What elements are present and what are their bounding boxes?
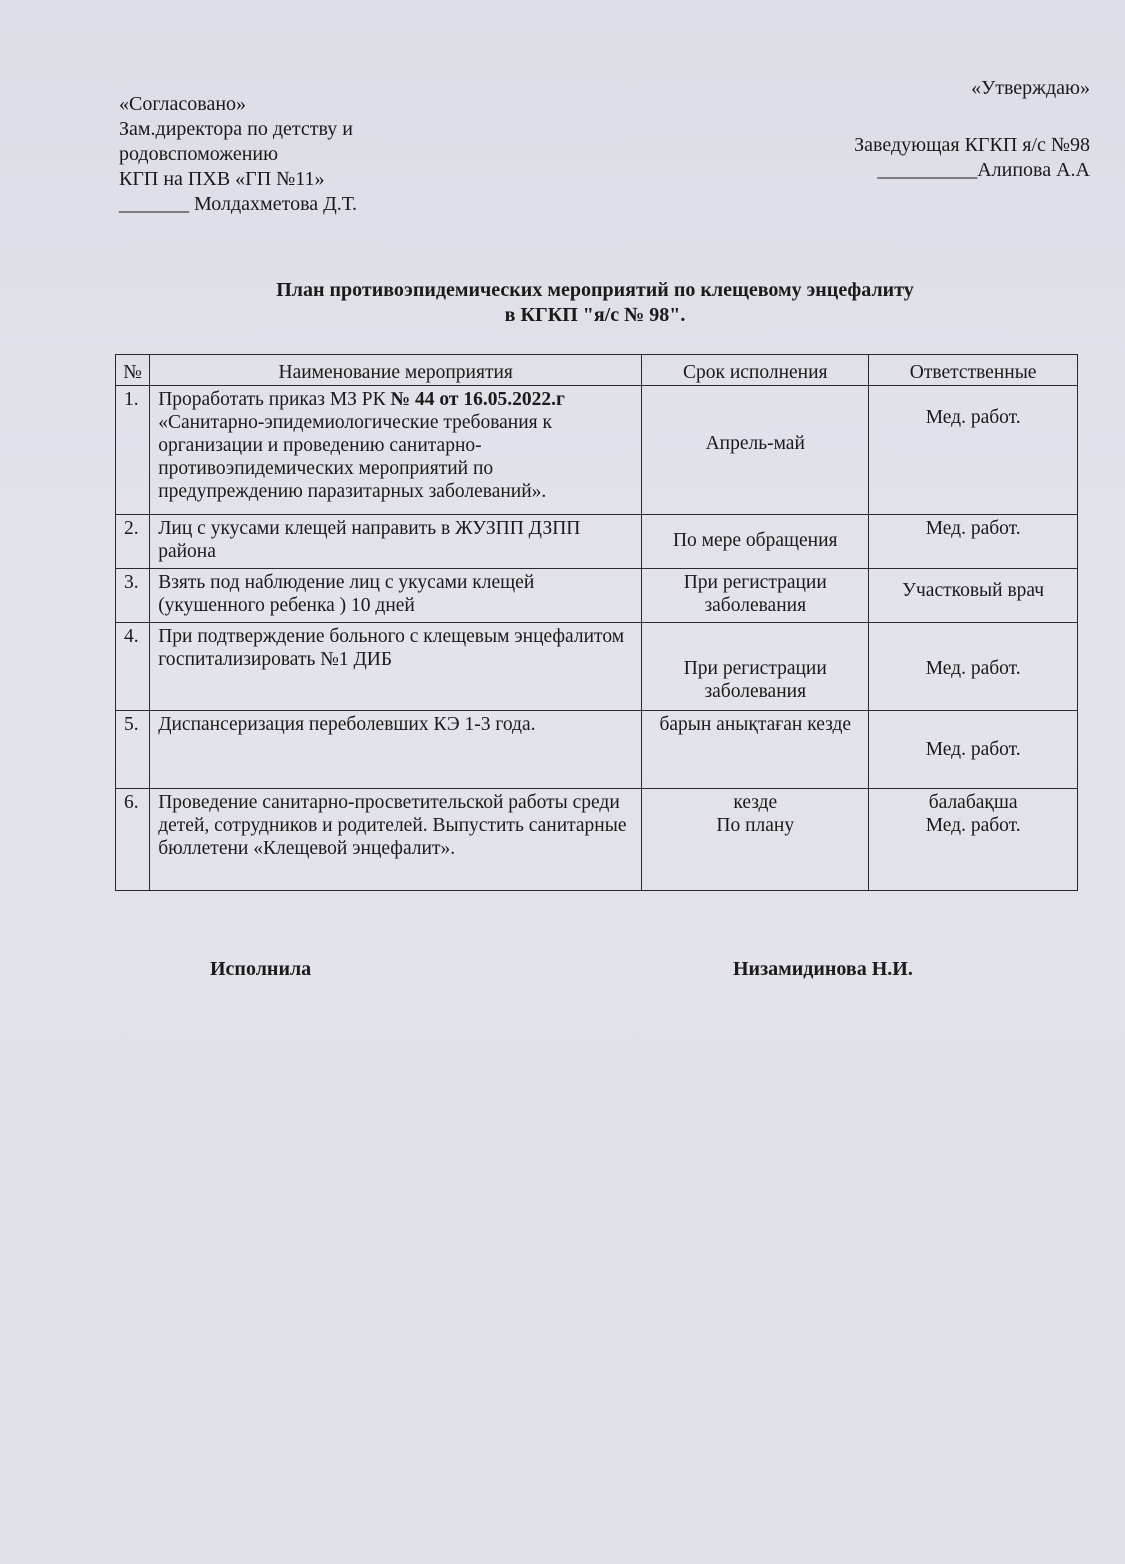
header-name: Наименование мероприятия: [150, 355, 642, 386]
row-num: 4.: [116, 623, 150, 711]
row-name: Взять под наблюдение лиц с укусами клещей (укушенного ребенка ) 10 дней: [150, 569, 642, 623]
row-name: Проведение санитарно-просветительской работы среди детей, сотрудников и родителей. Выпустить санитарные бюллетени «Клещевой энцефалит».: [150, 789, 642, 891]
table-row: [116, 515, 1078, 569]
row-term: При регистрации заболевания: [642, 569, 869, 623]
row-term: При регистрации заболевания: [642, 623, 869, 711]
row-resp: Мед. работ.: [869, 623, 1078, 711]
row-name-post: «Санитарно-эпидемиологические требования к организации и проведению санитарно-противоэпидемических мероприятий по предупреждению паразитарных заболеваний».: [158, 412, 552, 502]
approval-left-signature: _______ Молдахметова Д.Т.: [119, 193, 357, 215]
title-line-2: в КГКП "я/с № 98".: [504, 304, 686, 326]
table-row: [116, 386, 1078, 515]
row-resp: Мед. работ.: [869, 711, 1078, 789]
title-line-1: План противоэпидемических мероприятий по клещевому энцефалиту: [276, 279, 914, 301]
row-term: По мере обращения: [642, 515, 869, 569]
approval-right-signature: __________Алипова А.А: [877, 159, 1090, 181]
row-resp: [869, 789, 1078, 891]
row-name: [150, 386, 642, 515]
row-term: барын анықтаған кезде: [642, 711, 869, 789]
header-num: №: [116, 355, 150, 386]
header-resp: Ответственные: [869, 355, 1078, 386]
row-resp: Участковый врач: [869, 569, 1078, 623]
row-name: Лиц с укусами клещей направить в ЖУЗПП ДЗПП района: [150, 515, 642, 569]
header-term: Срок исполнения: [642, 355, 869, 386]
row-resp: Мед. работ.: [869, 386, 1078, 515]
approval-left-position: Зам.директора по детству и: [119, 118, 353, 140]
approval-right-block: [760, 76, 1090, 183]
row-name-pre: Проработать приказ МЗ РК: [158, 389, 391, 410]
row-term: Апрель-май: [642, 386, 869, 515]
row-num: 2.: [116, 515, 150, 569]
approval-left-organization: КГП на ПХВ «ГП №11»: [119, 168, 325, 190]
order-number: № 44 от 16.05.2022.г: [390, 389, 565, 410]
row-num: 5.: [116, 711, 150, 789]
executor-label: Исполнила: [210, 958, 312, 980]
table-row: [116, 711, 1078, 789]
approval-right-heading: «Утверждаю»: [971, 77, 1090, 99]
table-row: [116, 789, 1078, 891]
approval-left-position-cont: родовспоможению: [119, 143, 279, 165]
table-row: [116, 569, 1078, 623]
approval-left-block: [119, 92, 449, 217]
document-title: [170, 278, 1020, 328]
row-name: При подтверждение больного с клещевым энцефалитом госпитализировать №1 ДИБ: [150, 623, 642, 711]
executor-name: Низамидинова Н.И.: [733, 958, 913, 980]
approval-left-heading: «Согласовано»: [119, 93, 247, 115]
table-header-row: [116, 355, 1078, 386]
table-row: [116, 623, 1078, 711]
row-num: 1.: [116, 386, 150, 515]
row-num: 3.: [116, 569, 150, 623]
row-term: [642, 789, 869, 891]
row-resp-line-1: балабақша: [928, 792, 1018, 813]
approval-right-position: Заведующая КГКП я/с №98: [854, 134, 1090, 156]
row-resp: Мед. работ.: [869, 515, 1078, 569]
row-term-line-2: По плану: [716, 815, 795, 836]
row-term-line-1: кезде: [733, 792, 778, 813]
plan-table: [115, 354, 1078, 891]
row-resp-line-2: Мед. работ.: [925, 815, 1021, 836]
row-name: Диспансеризация переболевших КЭ 1-3 года.: [150, 711, 642, 789]
row-num: 6.: [116, 789, 150, 891]
